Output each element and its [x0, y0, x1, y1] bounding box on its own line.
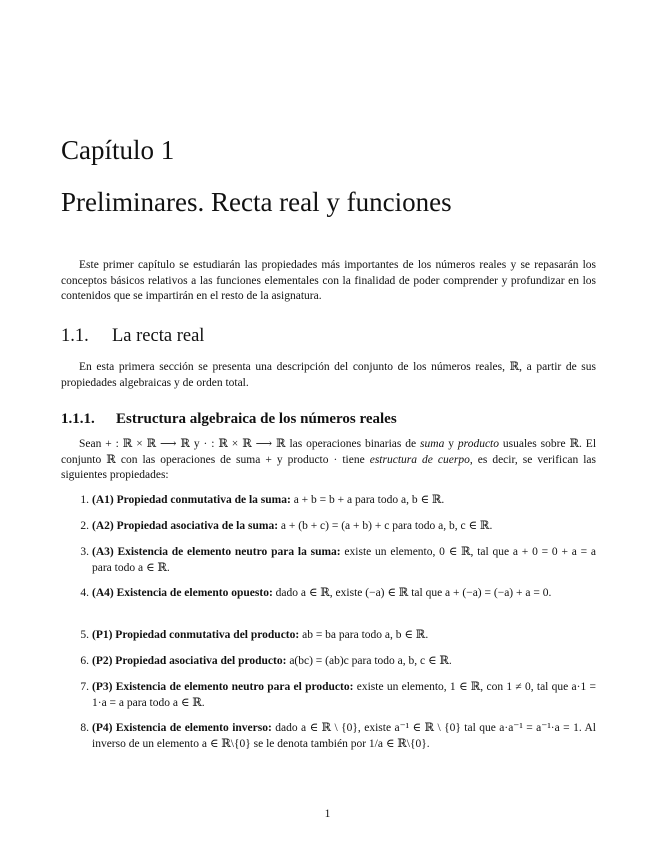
property-text: ab = ba para todo a, b ∈ ℝ.: [299, 629, 429, 641]
chapter-title: Preliminares. Recta real y funciones: [61, 187, 452, 217]
section-heading: [61, 326, 204, 347]
property-item: [75, 721, 596, 752]
subsection-text-estructura: estructura de cuerpo: [369, 453, 470, 466]
property-number: 6.: [80, 655, 89, 667]
page-number: 1: [324, 808, 331, 820]
property-text: a + b = b + a para todo a, b ∈ ℝ.: [290, 494, 445, 506]
subsection-text-b: y: [444, 438, 458, 450]
property-text: existe un elemento, 1 ∈ ℝ, con 1 ≠ 0, tal que a·1 = 1·a = a para todo a ∈ ℝ.: [92, 681, 596, 709]
property-text: a + (b + c) = (a + b) + c para todo a, b, c ∈ ℝ.: [278, 520, 493, 532]
property-label: (P3) Existencia de elemento neutro para el producto:: [92, 681, 354, 693]
property-number: 2.: [80, 520, 89, 532]
property-label: (A3) Existencia de elemento neutro para la suma:: [92, 546, 341, 558]
intro-paragraph: Este primer capítulo se estudiarán las propiedades más importantes de los números reales y se repasarán los conceptos básicos relativos a las funciones elementales con la finalidad de poder comprender y profundizar en los contenidos que se impartirán en el resto de la asignatura.: [61, 259, 596, 303]
subsection-text-suma: suma: [420, 438, 445, 450]
subsection-text-d: , es decir, se verifican las siguientes propiedades:: [61, 453, 596, 482]
property-text: a(bc) = (ab)c para todo a, b, c ∈ ℝ.: [286, 655, 452, 667]
property-text: dado a ∈ ℝ \ {0}, existe a⁻¹ ∈ ℝ \ {0} tal que a·a⁻¹ = a⁻¹·a = 1. Al inverso de un elemento a ∈ ℝ\{0} se le denota también por 1/a ∈ ℝ\{0}.: [92, 722, 597, 750]
property-number: 8.: [80, 722, 89, 734]
section-title: La recta real: [112, 326, 205, 346]
property-item: [75, 628, 596, 644]
property-text: existe un elemento, 0 ∈ ℝ, tal que a + 0 = 0 + a = a para todo a ∈ ℝ.: [92, 546, 596, 574]
subsection-paragraph: [61, 437, 596, 484]
property-number: 7.: [80, 681, 89, 693]
subsection-text-a: Sean + : ℝ × ℝ ⟶ ℝ y · : ℝ × ℝ ⟶ ℝ las operaciones binarias de: [79, 438, 421, 450]
property-label: (P2) Propiedad asociativa del producto:: [92, 655, 287, 667]
property-number: 1.: [80, 494, 89, 506]
property-label: (P1) Propiedad conmutativa del producto:: [92, 629, 300, 641]
property-number: 3.: [80, 546, 89, 558]
property-text: dado a ∈ ℝ, existe (−a) ∈ ℝ tal que a + (−a) = (−a) + a = 0.: [272, 587, 552, 599]
subsection-text-c: usuales sobre ℝ. El conjunto ℝ con las operaciones de suma + y producto · tiene: [61, 438, 597, 466]
property-label: (A1) Propiedad conmutativa de la suma:: [92, 494, 291, 506]
subsection-title: Estructura algebraica de los números reales: [116, 411, 397, 427]
property-item: [75, 519, 596, 535]
property-item: [75, 654, 596, 670]
subsection-text-producto: producto: [457, 438, 499, 450]
property-item: [75, 586, 596, 602]
section-paragraph: En esta primera sección se presenta una descripción del conjunto de los números reales, ℝ, a partir de sus propiedades algebraicas y de orden total.: [61, 361, 596, 389]
property-label: (A4) Existencia de elemento opuesto:: [92, 587, 273, 599]
section-number: 1.1.: [61, 326, 89, 346]
subsection-number: 1.1.1.: [61, 411, 95, 427]
subsection-heading: [61, 411, 397, 428]
property-item: [75, 493, 596, 509]
property-label: (A2) Propiedad asociativa de la suma:: [92, 520, 279, 532]
property-label: (P4) Existencia de elemento inverso:: [92, 722, 272, 734]
property-number: 5.: [80, 629, 89, 641]
property-number: 4.: [80, 587, 89, 599]
chapter-label: Capítulo 1: [61, 135, 175, 165]
property-item: [75, 545, 596, 576]
property-item: [75, 680, 596, 711]
